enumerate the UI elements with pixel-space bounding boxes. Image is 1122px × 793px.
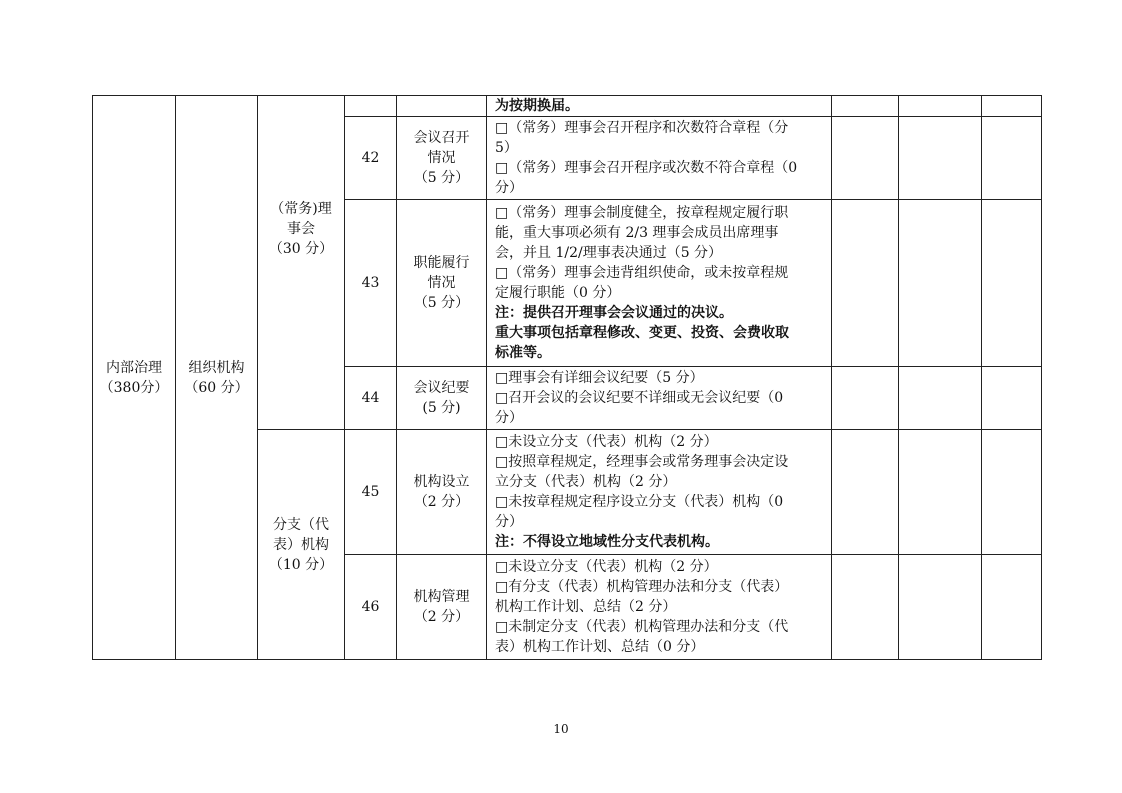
criteria-note: 标准等。 (495, 345, 551, 361)
criteria-line: □未设立分支（代表）机构（2 分） (495, 559, 718, 575)
item-line: 机构管理 (413, 589, 470, 605)
criteria-line: 5） (495, 140, 518, 156)
group-cell-branch (258, 430, 345, 660)
item-line: 职能履行 (413, 255, 470, 271)
criteria-cell (487, 367, 832, 430)
criteria-line: 立分支（代表）机构（2 分） (495, 474, 677, 490)
criteria-note: 注：提供召开理事会会议通过的决议。 (495, 305, 733, 321)
criteria-line: 表）机构工作计划、总结（0 分） (495, 639, 705, 655)
blank-cell (899, 430, 982, 555)
item-cell (397, 430, 487, 555)
blank-cell (982, 96, 1042, 117)
subcategory-name: 组织机构 (188, 359, 245, 376)
group-name: （常务)理 (270, 201, 332, 217)
item-cell (397, 117, 487, 200)
blank-cell (899, 96, 982, 117)
criteria-line: □（常务）理事会制度健全，按章程规定履行职 (495, 205, 789, 221)
item-cell (397, 555, 487, 660)
criteria-line: 能，重大事项必须有 2/3 理事会成员出席理事 (495, 225, 779, 241)
criteria-cell (487, 430, 832, 555)
num-cell: 44 (345, 367, 397, 430)
blank-cell (832, 367, 899, 430)
blank-cell (982, 200, 1042, 367)
blank-cell (899, 117, 982, 200)
criteria-line: 分） (495, 180, 523, 196)
item-line: 情况 (427, 150, 456, 166)
blank-cell (899, 200, 982, 367)
blank-cell (982, 555, 1042, 660)
blank-cell (832, 200, 899, 367)
criteria-note: 重大事项包括章程修改、变更、投资、会费收取 (495, 325, 789, 341)
group-name-cont: 表）机构 (273, 536, 329, 553)
group-cell-council (258, 96, 345, 430)
criteria-line: □有分支（代表）机构管理办法和分支（代表） (495, 579, 789, 595)
num-cell (345, 96, 397, 117)
blank-cell (982, 117, 1042, 200)
subcategory-score: （60 分） (184, 379, 249, 396)
item-line: （2 分） (413, 609, 470, 625)
num-cell: 46 (345, 555, 397, 660)
num-cell: 45 (345, 430, 397, 555)
criteria-line: 会，并且 1/2/理事表决通过（5 分） (495, 245, 723, 261)
criteria-note: 注：不得设立地域性分支代表机构。 (495, 534, 719, 550)
item-cell (397, 200, 487, 367)
blank-cell (832, 117, 899, 200)
evaluation-table (92, 95, 1042, 660)
item-line: 机构设立 (413, 474, 470, 490)
blank-cell (982, 367, 1042, 430)
blank-cell (899, 367, 982, 430)
criteria-line: □召开会议的会议纪要不详细或无会议纪要（0 (495, 390, 784, 406)
item-line: （5 分） (413, 295, 470, 311)
item-line: （5 分） (413, 170, 470, 186)
carry-over-text: 为按期换届。 (495, 98, 579, 114)
group-score: （30 分） (268, 241, 334, 257)
criteria-line: 分） (495, 410, 523, 426)
criteria-line: 分） (495, 514, 523, 530)
criteria-line: □未设立分支（代表）机构（2 分） (495, 434, 718, 450)
criteria-line: 定履行职能（0 分） (495, 285, 621, 301)
item-line: 情况 (427, 275, 456, 291)
blank-cell (899, 555, 982, 660)
subcategory-cell (176, 96, 258, 660)
group-name: 分支（代 (273, 516, 329, 533)
criteria-line: □（常务）理事会违背组织使命，或未按章程规 (495, 265, 789, 281)
criteria-line: □未按章程规定程序设立分支（代表）机构（0 (495, 494, 784, 510)
item-cell (397, 96, 487, 117)
criteria-line: □（常务）理事会召开程序或次数不符合章程（0 (495, 160, 798, 176)
criteria-cell (487, 200, 832, 367)
criteria-cell (487, 117, 832, 200)
page-number: 10 (553, 722, 569, 736)
item-line: （2 分） (413, 494, 470, 510)
criteria-line: □未制定分支（代表）机构管理办法和分支（代 (495, 619, 789, 635)
criteria-line: □按照章程规定，经理事会或常务理事会决定设 (495, 454, 789, 470)
criteria-line: □（常务）理事会召开程序和次数符合章程（分 (495, 120, 789, 136)
category-score: （380分） (99, 379, 169, 396)
group-score: （10 分） (268, 556, 334, 573)
category-cell (93, 96, 176, 660)
criteria-line: □理事会有详细会议纪要（5 分） (495, 370, 704, 386)
num-cell: 42 (345, 117, 397, 200)
item-cell (397, 367, 487, 430)
category-name: 内部治理 (106, 359, 162, 376)
group-name-cont: 事会 (287, 221, 315, 237)
blank-cell (832, 430, 899, 555)
blank-cell (832, 555, 899, 660)
table-row (93, 96, 1042, 117)
num-cell: 43 (345, 200, 397, 367)
blank-cell (982, 430, 1042, 555)
criteria-cell (487, 96, 832, 117)
criteria-line: 机构工作计划、总结（2 分） (495, 599, 677, 615)
item-line: 会议召开 (413, 130, 470, 146)
item-line: (5 分) (422, 400, 461, 416)
blank-cell (832, 96, 899, 117)
criteria-cell (487, 555, 832, 660)
item-line: 会议纪要 (413, 380, 470, 396)
